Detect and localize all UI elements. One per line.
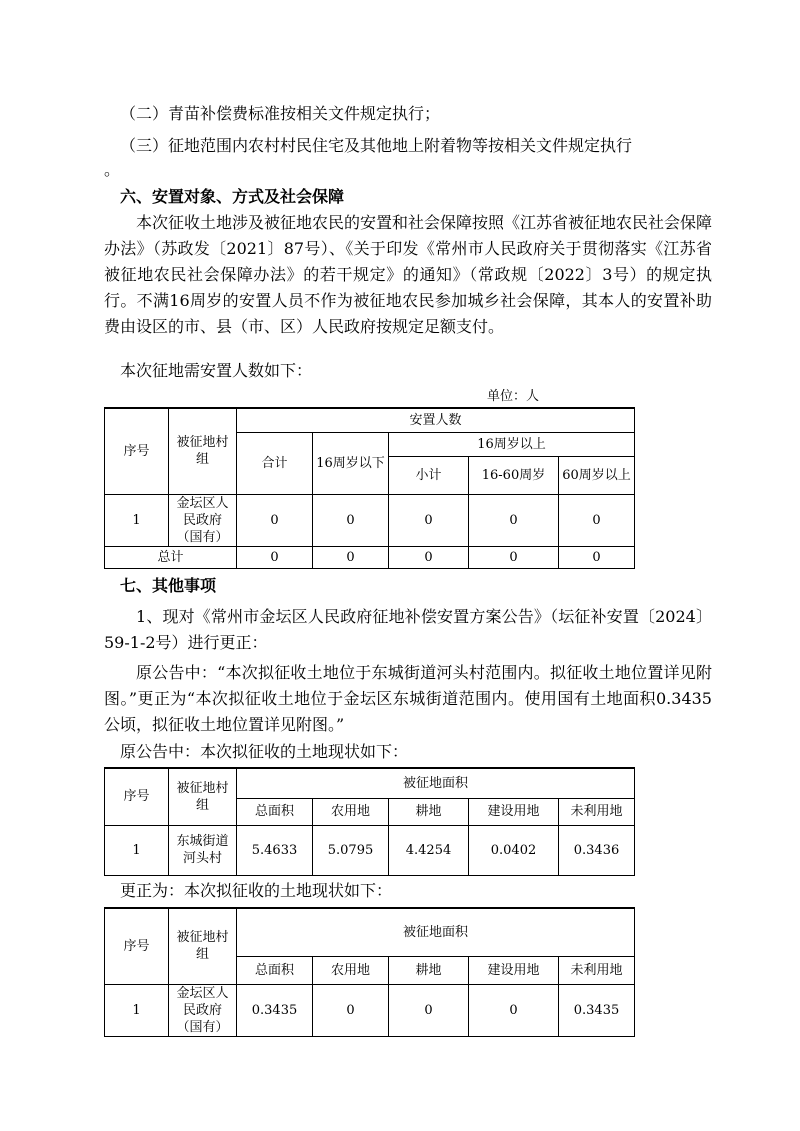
cell-agricultural: 0 (313, 984, 389, 1036)
cell-16-60: 0 (469, 494, 559, 546)
land-table-original (104, 767, 635, 876)
table-row (105, 494, 635, 546)
cell-sum-16-60: 0 (469, 546, 559, 568)
header-total: 总面积 (237, 956, 313, 984)
resettle-intro: 本次征地需安置人数如下： (120, 361, 313, 380)
header-unused: 未利用地 (559, 956, 635, 984)
cell-no: 1 (105, 825, 169, 875)
cell-total: 0 (237, 494, 313, 546)
section-6-title: 六、安置对象、方式及社会保障 (120, 187, 345, 206)
cell-construction: 0 (469, 984, 559, 1036)
cell-unused: 0.3436 (559, 825, 635, 875)
cell-village: 东城街道河头村 (169, 825, 237, 875)
cell-under-16: 0 (313, 494, 389, 546)
item-3: （三）征地范围内农村村民住宅及其他地上附着物等按相关文件规定执行 (120, 136, 633, 155)
cell-sum-under-16: 0 (313, 546, 389, 568)
header-agricultural: 农用地 (313, 798, 389, 825)
header-village: 被征地村组 (169, 908, 237, 984)
cell-arable: 4.4254 (389, 825, 469, 875)
cell-over-60: 0 (559, 494, 635, 546)
cell-sum-subtotal: 0 (389, 546, 469, 568)
table-row (105, 825, 635, 875)
header-construction: 建设用地 (469, 798, 559, 825)
header-no: 序号 (105, 408, 169, 494)
header-unused: 未利用地 (559, 798, 635, 825)
header-arable: 耕地 (389, 956, 469, 984)
table-sum-row (105, 546, 635, 568)
cell-sum-over-60: 0 (559, 546, 635, 568)
cell-sum-total: 0 (237, 546, 313, 568)
header-subtotal: 小计 (389, 456, 469, 494)
cell-arable: 0 (389, 984, 469, 1036)
table-row (105, 984, 635, 1036)
cell-sum-label: 总计 (105, 546, 237, 568)
header-no: 序号 (105, 768, 169, 825)
header-village: 被征地村组 (169, 768, 237, 825)
corrected-land-intro: 更正为：本次拟征收的土地现状如下： (120, 881, 393, 900)
header-total: 总面积 (237, 798, 313, 825)
cell-agricultural: 5.0795 (313, 825, 389, 875)
header-under-16: 16周岁以下 (313, 432, 389, 494)
header-agricultural: 农用地 (313, 956, 389, 984)
cell-village: 金坛区人民政府（国有） (169, 494, 237, 546)
cell-unused: 0.3435 (559, 984, 635, 1036)
cell-subtotal: 0 (389, 494, 469, 546)
cell-total: 5.4633 (237, 825, 313, 875)
cell-no: 1 (105, 494, 169, 546)
header-area: 被征地面积 (237, 908, 635, 956)
land-table-corrected (104, 907, 635, 1037)
original-text-paragraph: 原公告中：“本次拟征收土地位于东城街道河头村范围内。拟征收土地位置详见附图。”更正为“本次拟征收土地位于金坛区东城街道范围内。使用国有土地面积0.3435公顷，拟征收土地位置详见附图。” (104, 663, 712, 734)
resettle-table (104, 407, 635, 569)
cell-village: 金坛区人民政府（国有） (169, 984, 237, 1036)
item-2: （二）青苗补偿费标准按相关文件规定执行； (120, 104, 441, 123)
header-resettle-count: 安置人数 (237, 408, 635, 432)
header-arable: 耕地 (389, 798, 469, 825)
header-area: 被征地面积 (237, 768, 635, 798)
header-over-60: 60周岁以上 (559, 456, 635, 494)
correction-paragraph: 1、现对《常州市金坛区人民政府征地补偿安置方案公告》（坛征补安置〔2024〕59-1-2号）进行更正： (104, 607, 712, 652)
header-no: 序号 (105, 908, 169, 984)
original-land-intro: 原公告中：本次拟征收的土地现状如下： (120, 742, 409, 761)
header-total: 合计 (237, 432, 313, 494)
section-6-paragraph: 本次征收土地涉及被征地农民的安置和社会保障按照《江苏省被征地农民社会保障办法》（苏政发〔2021〕87号）、《关于印发《常州市人民政府关于贯彻落实《江苏省被征地农民社会保障办法》的若干规定》的通知》（常政规〔2022〕3号）的规定执行。不满16周岁的安置人员不作为被征地农民参加城乡社会保障，其本人的安置补助费由设区的市、县（市、区）人民政府按规定足额支付。 (104, 213, 713, 336)
section-7-title: 七、其他事项 (120, 576, 217, 595)
item-3-tail: 。 (104, 160, 121, 179)
cell-no: 1 (105, 984, 169, 1036)
cell-total: 0.3435 (237, 984, 313, 1036)
header-16-60: 16-60周岁 (469, 456, 559, 494)
header-construction: 建设用地 (469, 956, 559, 984)
unit-label: 单位：人 (487, 389, 540, 404)
header-village: 被征地村组 (169, 408, 237, 494)
cell-construction: 0.0402 (469, 825, 559, 875)
header-over-16: 16周岁以上 (389, 432, 635, 456)
